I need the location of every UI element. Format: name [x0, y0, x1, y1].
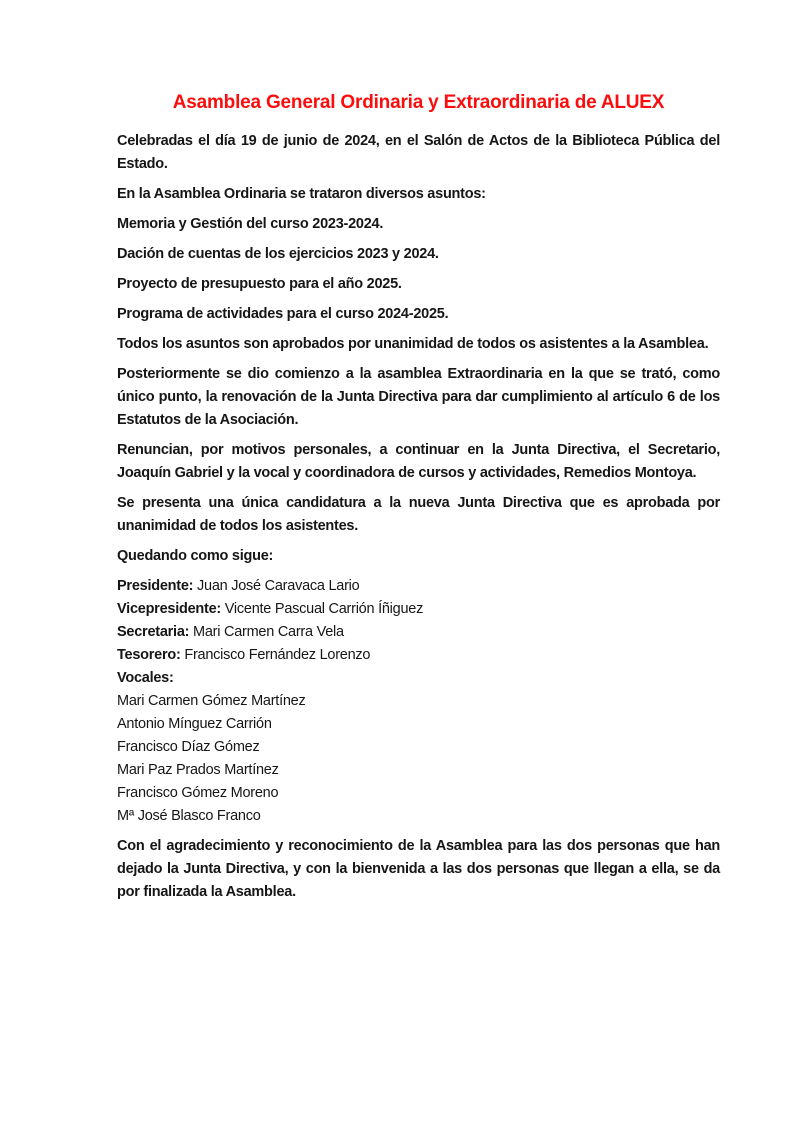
role-name: Francisco Fernández Lorenzo	[184, 647, 371, 663]
vocal-name: Francisco Gómez Moreno	[117, 785, 279, 801]
paragraph-closing: Con el agradecimiento y reconocimiento de la Asamblea para las dos personas que han dejado la Junta Directiva, y con la bienvenida a las dos personas que llegan a ella, se da por finalizada la Asamblea.	[117, 838, 720, 900]
vocales-label: Vocales:	[117, 670, 174, 686]
board-role-vicepresidente	[117, 598, 720, 621]
board-role-tesorero	[117, 644, 720, 667]
vocal-name: Mari Carmen Gómez Martínez	[117, 693, 306, 709]
vocal-name: Mª José Blasco Franco	[117, 808, 261, 824]
role-name: Vicente Pascual Carrión Íñiguez	[224, 601, 424, 617]
paragraph-renuncias: Renuncian, por motivos personales, a continuar en la Junta Directiva, el Secretario, Joaquín Gabriel y la vocal y coordinadora de cursos y actividades, Remedios Montoya.	[117, 442, 720, 481]
paragraph-programa-actividades: Programa de actividades para el curso 2024-2025.	[117, 306, 449, 322]
paragraph-quedando: Quedando como sigue:	[117, 548, 274, 564]
paragraph-candidatura: Se presenta una única candidatura a la nueva Junta Directiva que es aprobada por unanimidad de todos los asistentes.	[117, 495, 720, 534]
paragraph-memoria: Memoria y Gestión del curso 2023-2024.	[117, 216, 384, 232]
role-name: Juan José Caravaca Lario	[197, 578, 360, 594]
vocal-name: Francisco Díaz Gómez	[117, 739, 260, 755]
role-label: Secretaria:	[117, 624, 190, 640]
board-role-presidente	[117, 575, 720, 598]
board-role-secretaria	[117, 621, 720, 644]
paragraph-aprobacion: Todos los asuntos son aprobados por unanimidad de todos os asistentes a la Asamblea.	[117, 336, 709, 352]
paragraph-presupuesto: Proyecto de presupuesto para el año 2025.	[117, 276, 402, 292]
board-list	[117, 575, 720, 828]
role-label: Vicepresidente:	[117, 601, 221, 617]
vocal-name: Mari Paz Prados Martínez	[117, 762, 279, 778]
document-title: Asamblea General Ordinaria y Extraordinaria de ALUEX	[172, 92, 665, 113]
role-label: Presidente:	[117, 578, 194, 594]
role-label: Tesorero:	[117, 647, 181, 663]
paragraph-extraordinaria: Posteriormente se dio comienzo a la asamblea Extraordinaria en la que se trató, como único punto, la renovación de la Junta Directiva para dar cumplimiento al artículo 6 de los Estatutos de la Asociación.	[117, 366, 720, 428]
paragraph-ordinary-intro: En la Asamblea Ordinaria se trataron diversos asuntos:	[117, 186, 486, 202]
vocal-name: Antonio Mínguez Carrión	[117, 716, 272, 732]
paragraph-dacion-cuentas: Dación de cuentas de los ejercicios 2023 y 2024.	[117, 246, 439, 262]
role-name: Mari Carmen Carra Vela	[193, 624, 344, 640]
paragraph-celebration-date: Celebradas el día 19 de junio de 2024, en el Salón de Actos de la Biblioteca Pública del Estado.	[117, 133, 720, 172]
